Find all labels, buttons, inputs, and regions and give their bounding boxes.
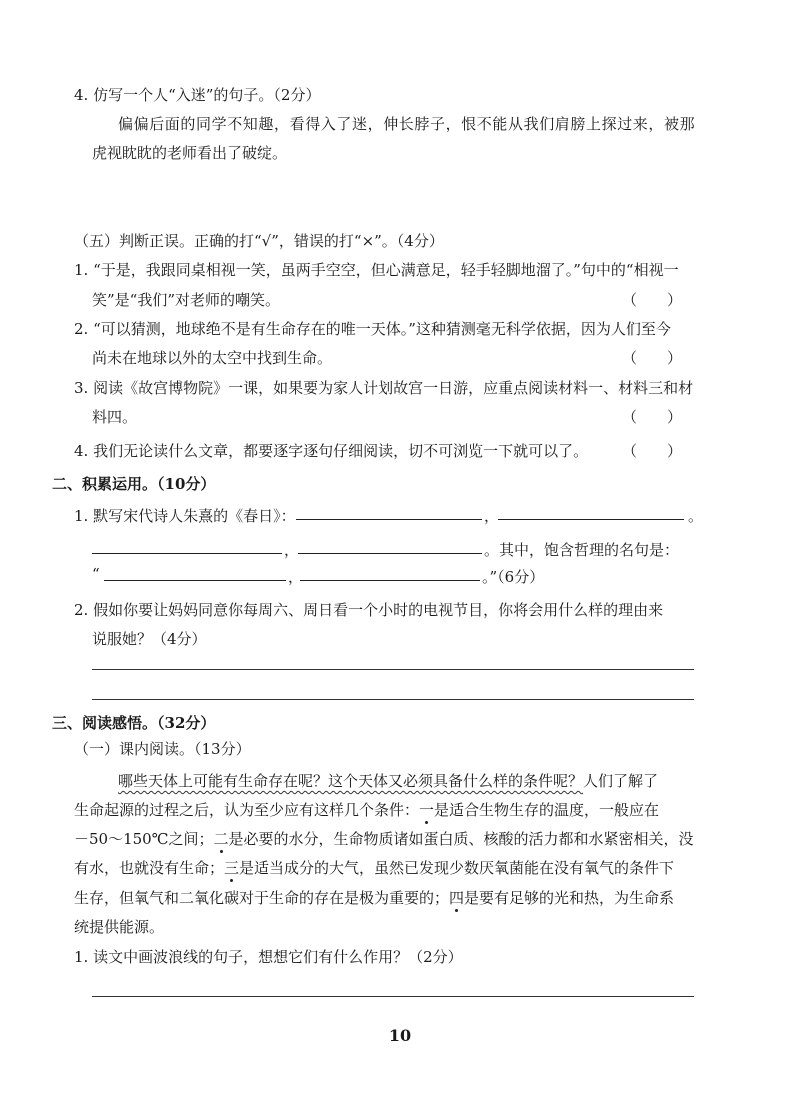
passage-line: 哪些天体上可能有生命存在呢？这个天体又必须具备什么样的条件呢？人们了解了 — [118, 772, 659, 790]
fill-blank[interactable] — [498, 519, 684, 520]
emphasis-dot-char: 三 — [224, 859, 240, 877]
answer-line[interactable] — [92, 669, 694, 670]
section-3-title: 三、阅读感悟。（32分） — [52, 714, 216, 732]
emphasis-dot-char: 二 — [213, 830, 229, 848]
question-2-line2: 说服她？（4分） — [92, 630, 207, 648]
judge-item-2-line1: 2. “可以猜测，地球绝不是有生命存在的唯一天体。”这种猜测毫无科学依据，因为人们至今 — [74, 320, 671, 338]
comma: ， — [288, 568, 304, 586]
reading-question-1: 1. 读文中画波浪线的句子，想想它们有什么作用？（2分） — [74, 948, 463, 966]
answer-parentheses[interactable]: （ ） — [622, 408, 683, 426]
poem-line2-text: 。其中，饱含哲理的名句是： — [484, 541, 680, 559]
subsection-title: （一）课内阅读。（13分） — [74, 740, 251, 758]
question-2-line1: 2. 假如你要让妈妈同意你每周六、周日看一个小时的电视节目，你将会用什么样的理由来 — [74, 601, 664, 619]
wavy-underlined-sentences: 哪些天体上可能有生命存在呢？这个天体又必须具备什么样的条件呢？ — [118, 772, 584, 790]
emphasis-dot-char: 四 — [449, 889, 465, 907]
section-2-title: 二、积累运用。（10分） — [52, 475, 216, 493]
fill-blank[interactable] — [104, 580, 286, 581]
passage-line: 生存，但氧气和二氧化碳对于生命的存在是极为重要的；四是要有足够的光和热，为生命系 — [74, 889, 675, 907]
passage-line: 虎视眈眈的老师看出了破绽。 — [92, 144, 288, 162]
fill-blank[interactable] — [92, 553, 282, 554]
judge-item-1-line2: 笑”是“我们”对老师的嘲笑。 — [92, 291, 281, 309]
fill-blank[interactable] — [296, 519, 482, 520]
answer-parentheses[interactable]: （ ） — [622, 291, 683, 309]
judge-item-3-line2: 料四。 — [92, 408, 138, 426]
passage-line: 偏偏后面的同学不知趣，看得入了迷，伸长脖子，恨不能从我们肩膀上探过来，被那 — [118, 115, 696, 133]
fill-blank[interactable] — [300, 580, 480, 581]
passage-line: 有水，也就没有生命；三是适当成分的大气，虽然已发现少数厌氧菌能在没有氧气的条件下 — [74, 859, 675, 877]
answer-line[interactable] — [92, 996, 694, 997]
answer-line[interactable] — [92, 699, 694, 700]
judge-item-3-line1: 3. 阅读《故宫博物院》一课，如果要为家人计划故宫一日游，应重点阅读材料一、材料三和材 — [74, 379, 694, 397]
fill-blank[interactable] — [298, 553, 482, 554]
period: 。 — [688, 507, 704, 525]
passage-line: 统提供能源。 — [74, 918, 165, 936]
poem-close: 。”（6分） — [482, 568, 545, 586]
poem-prompt: 1. 默写宋代诗人朱熹的《春日》： — [74, 507, 296, 525]
comma: ， — [484, 507, 500, 525]
open-quote: “ — [92, 565, 100, 583]
emphasis-dot-char: 一 — [419, 801, 435, 819]
judge-item-4: 4. 我们无论读什么文章，都要逐字逐句仔细阅读，切不可浏览一下就可以了。 — [74, 442, 589, 460]
page-number: 10 — [388, 1026, 412, 1045]
question-4-title: 4. 仿写一个人“入迷”的句子。（2分） — [74, 86, 321, 104]
passage-line: －50～150℃之间；二是必要的水分，生命物质诸如蛋白质、核酸的活力都和水紧密相关，没 — [74, 830, 694, 848]
judge-item-2-line2: 尚未在地球以外的太空中找到生命。 — [92, 349, 333, 367]
comma: ， — [284, 541, 300, 559]
answer-parentheses[interactable]: （ ） — [622, 442, 683, 460]
answer-parentheses[interactable]: （ ） — [622, 349, 683, 367]
passage-line: 生命起源的过程之后，认为至少应有这样几个条件：一是适合生物生存的温度，一般应在 — [74, 801, 660, 819]
judge-section-title: （五）判断正误。正确的打“√”，错误的打“×”。（4分） — [74, 232, 444, 250]
judge-item-1-line1: 1. “于是，我跟同桌相视一笑，虽两手空空，但心满意足，轻手轻脚地溜了。”句中的“相视一 — [74, 261, 679, 279]
